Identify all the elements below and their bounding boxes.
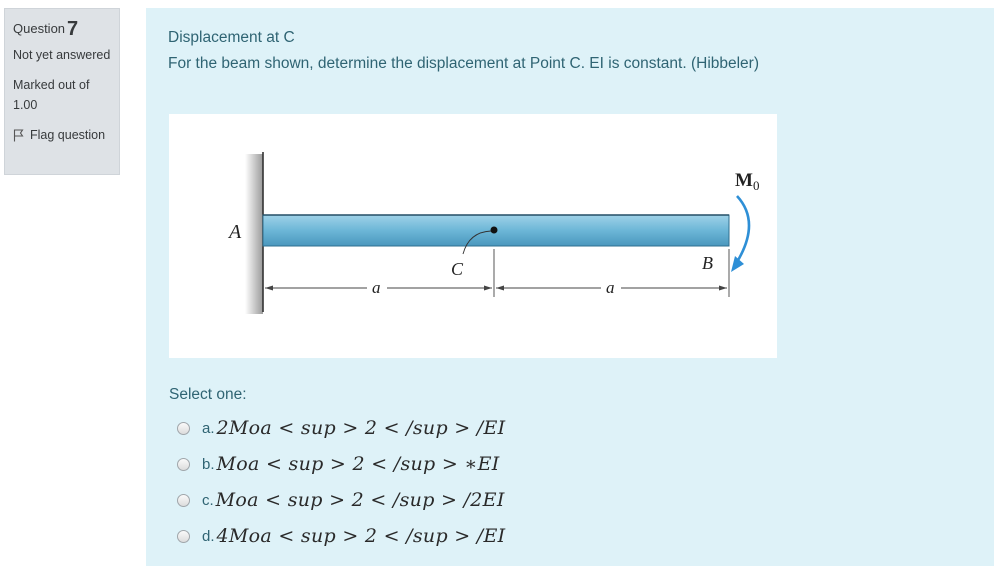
label-b-end: B [702, 253, 713, 273]
moment-symbol: M [735, 170, 753, 191]
question-title: Displacement at C [168, 29, 295, 46]
moment-subscript: 0 [752, 178, 760, 193]
question-text: For the beam shown, determine the displacement at Point C. EI is constant. (Hibbeler) [168, 55, 760, 72]
option-letter: c. [202, 491, 214, 509]
option-text: Moa < sup > 2 < /sup > /2EI [215, 489, 505, 511]
option-text: 2Moa < sup > 2 < /sup > /EI [216, 417, 506, 439]
question-state: Not yet answered [13, 48, 111, 62]
moment-arrow [737, 196, 749, 262]
label-c-point: C [451, 259, 464, 279]
answer-option-b[interactable] [169, 446, 506, 482]
label-moment [735, 170, 759, 193]
fixed-support-wall [245, 154, 263, 314]
flag-icon [13, 129, 24, 142]
point-c-dot [491, 227, 498, 234]
select-one-prompt: Select one: [169, 386, 247, 403]
label-dim-a-left: a [372, 278, 381, 297]
question-number: 7 [67, 18, 79, 40]
question-marks: Marked out of 1.00 [13, 78, 90, 112]
radio-option-a[interactable] [177, 422, 190, 435]
question-number-label [13, 19, 111, 39]
label-dim-a-right: a [606, 278, 615, 297]
flag-question-link[interactable] [13, 125, 111, 145]
answer-option-a[interactable] [169, 410, 506, 446]
question-content [146, 8, 994, 566]
answer-option-c[interactable] [169, 482, 506, 518]
beam-figure [169, 114, 777, 358]
option-letter: b. [202, 455, 215, 473]
option-letter: d. [202, 527, 215, 545]
answer-options [169, 410, 506, 554]
answer-option-d[interactable] [169, 518, 506, 554]
moment-arrowhead [731, 256, 744, 272]
option-letter: a. [202, 419, 215, 437]
option-text: Moa < sup > 2 < /sup > ∗EI [216, 453, 500, 475]
question-label: Question [13, 21, 66, 36]
label-a-support: A [229, 221, 242, 243]
option-text: 4Moa < sup > 2 < /sup > /EI [216, 525, 506, 547]
question-info-panel [4, 8, 120, 175]
flag-question-label: Flag question [30, 128, 106, 142]
radio-option-d[interactable] [177, 530, 190, 543]
beam-diagram [169, 114, 777, 358]
radio-option-c[interactable] [177, 494, 190, 507]
radio-option-b[interactable] [177, 458, 190, 471]
